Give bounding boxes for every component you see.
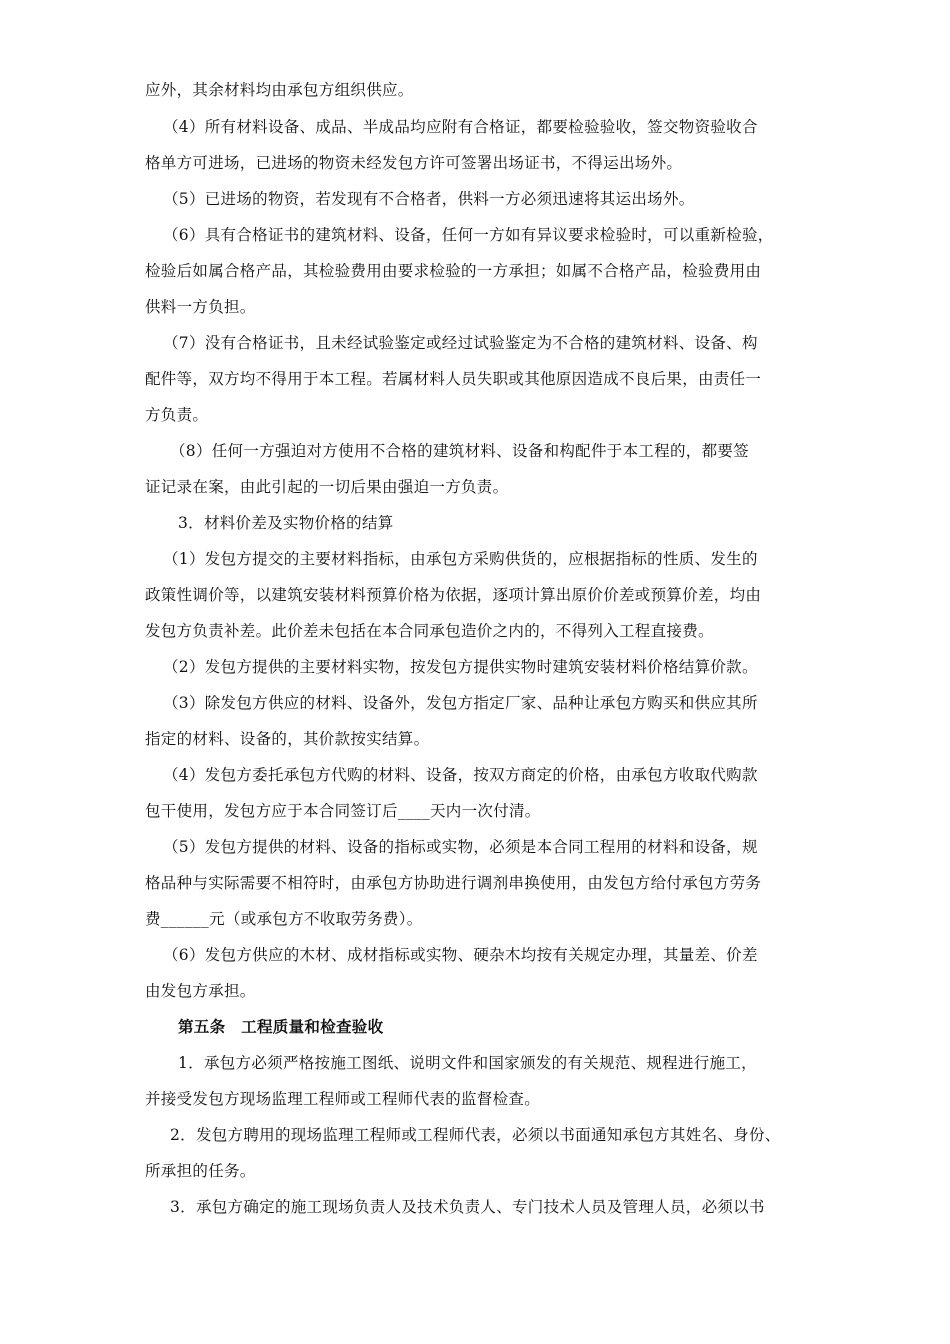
text-line: 检验后如属合格产品，其检验费用由要求检验的一方承担；如属不合格产品，检验费用由 — [145, 262, 762, 280]
text-line: 并接受发包方现场监理工程师或工程师代表的监督检查。 — [145, 1090, 541, 1108]
text-line: （5）已进场的物资，若发现有不合格者，供料一方必须迅速将其运出场外。 — [163, 190, 695, 208]
text-line: 发包方负责补差。此价差未包括在本合同承包造价之内的，不得列入工程直接费。 — [145, 622, 714, 640]
text-line: 3．承包方确定的施工现场负责人及技术负责人、专门技术人员及管理人员，必须以书 — [170, 1198, 765, 1216]
text-line: 格品种与实际需要不相符时，由承包方协助进行调剂串换使用，由发包方给付承包方劳务 — [145, 874, 762, 892]
text-line: 配件等，双方均不得用于本工程。若属材料人员失职或其他原因造成不良后果，由责任一 — [145, 370, 762, 388]
text-line: 供料一方负担。 — [145, 298, 256, 316]
text-line: 格单方可进场，已进场的物资未经发包方许可签署出场证书，不得运出场外。 — [145, 154, 683, 172]
text-line: 应外，其余材料均由承包方组织供应。 — [145, 81, 414, 99]
article-heading: 第五条 工程质量和检查验收 — [178, 1017, 384, 1036]
text-line: 1．承包方必须严格按施工图纸、说明文件和国家颁发的有关规范、规程进行施工， — [178, 1054, 757, 1072]
text-line: （5）发包方提供的材料、设备的指标或实物，必须是本合同工程用的材料和设备，规 — [163, 838, 758, 856]
text-line: （6）具有合格证书的建筑材料、设备，任何一方如有异议要求检验时，可以重新检验， — [163, 226, 774, 244]
text-line: （7）没有合格证书，且未经试验鉴定或经过试验鉴定为不合格的建筑材料、设备、构 — [163, 334, 758, 352]
text-line: （8）任何一方强迫对方使用不合格的建筑材料、设备和构配件于本工程的，都要签 — [170, 442, 749, 460]
text-line: （4）发包方委托承包方代购的材料、设备，按双方商定的价格，由承包方收取代购款 — [163, 766, 758, 784]
text-line: 费______元（或承包方不收取劳务费）。 — [145, 910, 423, 928]
text-line: 方负责。 — [145, 406, 209, 424]
text-line: （3）除发包方供应的材料、设备外，发包方指定厂家、品种让承包方购买和供应其所 — [163, 694, 758, 712]
text-line: 所承担的任务。 — [145, 1162, 256, 1180]
text-line: 政策性调价等，以建筑安装材料预算价格为依据，逐项计算出原价价差或预算价差，均由 — [145, 586, 762, 604]
text-line: （1）发包方提交的主要材料指标，由承包方采购供货的，应根据指标的性质、发生的 — [163, 550, 758, 568]
text-line: 包干使用，发包方应于本合同签订后____天内一次付清。 — [145, 802, 541, 820]
text-line: 2．发包方聘用的现场监理工程师或工程师代表，必须以书面通知承包方其姓名、身份、 — [170, 1126, 781, 1144]
text-line: 由发包方承担。 — [145, 982, 256, 1000]
text-line: 指定的材料、设备的，其价款按实结算。 — [145, 730, 430, 748]
text-line: （2）发包方提供的主要材料实物，按发包方提供实物时建筑安装材料价格结算价款。 — [163, 658, 758, 676]
text-line: （6）发包方供应的木材、成材指标或实物、硬杂木均按有关规定办理，其量差、价差 — [163, 946, 758, 964]
text-line: （4）所有材料设备、成品、半成品均应附有合格证，都要检验验收，签交物资验收合 — [163, 118, 758, 136]
section-heading: 3．材料价差及实物价格的结算 — [178, 514, 394, 532]
text-line: 证记录在案，由此引起的一切后果由强迫一方负责。 — [145, 478, 509, 496]
